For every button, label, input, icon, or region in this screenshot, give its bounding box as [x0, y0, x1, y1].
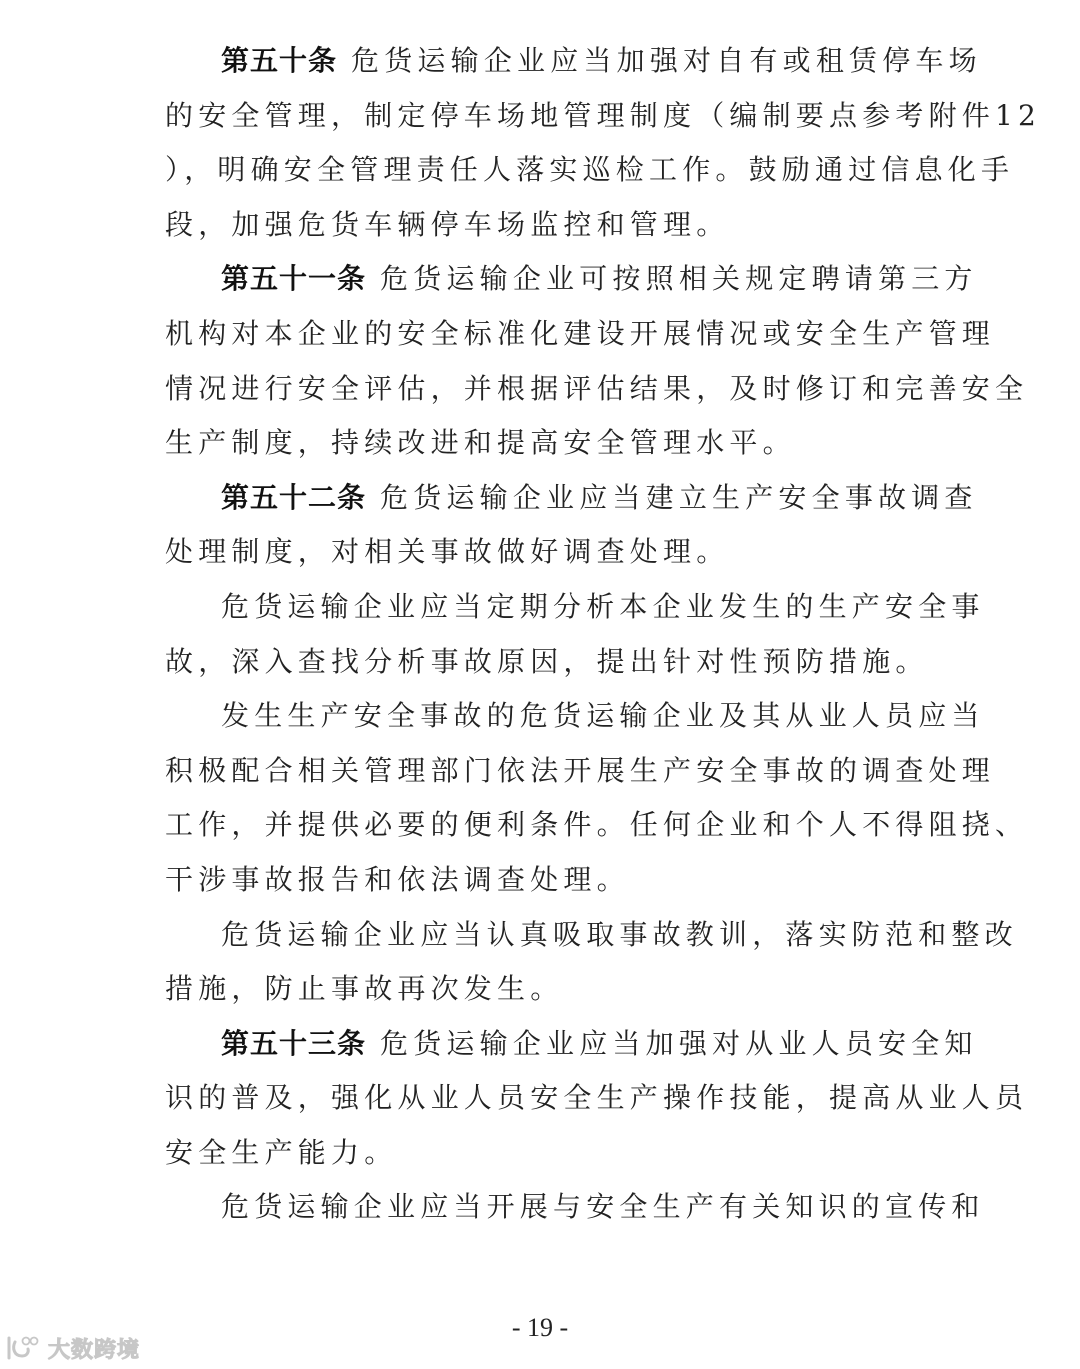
- body-text: 工作，并提供必要的便利条件。任何企业和个人不得阻挠、: [165, 808, 1029, 842]
- article-53-para-2-line-1: [165, 1180, 985, 1235]
- watermark: [6, 1333, 140, 1363]
- body-text: 干涉事故报告和依法调查处理。: [165, 862, 630, 896]
- body-text: 危货运输企业可按照相关规定聘请第三方: [380, 262, 978, 296]
- body-text: 识的普及，强化从业人员安全生产操作技能，提高从业人员: [165, 1081, 1029, 1115]
- body-text: 措施，防止事故再次发生。: [165, 972, 564, 1006]
- body-text: 生产制度，持续改进和提高安全管理水平。: [165, 426, 796, 460]
- article-50-line-1: [165, 34, 982, 89]
- article-50-line-2: [165, 89, 1042, 144]
- page-number: - 19 -: [511, 1313, 569, 1342]
- article-heading: 第五十一条: [221, 262, 367, 296]
- article-52-para-4-line-2: [165, 962, 917, 1017]
- body-text: 段，加强危货车辆停车场监控和管理。: [165, 207, 730, 241]
- article-52-line-1: [165, 471, 978, 526]
- document-page: [165, 34, 1042, 1235]
- body-text: 机构对本企业的安全标准化建设开展情况或安全生产管理: [165, 316, 996, 350]
- body-text: 危货运输企业应当认真吸取事故教训，落实防范和整改: [221, 917, 1018, 951]
- article-heading: 第五十条: [221, 44, 338, 77]
- article-heading: 第五十三条: [221, 1026, 367, 1060]
- body-text: 处理制度，对相关事故做好调查处理。: [165, 535, 730, 569]
- article-53-line-2: [165, 1071, 1029, 1126]
- body-text: 危货运输企业应当开展与安全生产有关知识的宣传和: [221, 1190, 985, 1224]
- watermark-text: 大数跨境: [48, 1337, 141, 1363]
- body-text: 危货运输企业应当加强对自有或租赁停车场: [351, 44, 982, 77]
- article-53-line-1: [165, 1017, 978, 1072]
- body-text: 危货运输企业应当加强对从业人员安全知: [380, 1026, 978, 1060]
- article-52-line-2: [165, 525, 917, 580]
- article-53-line-3: [165, 1126, 917, 1181]
- article-51-line-2: [165, 307, 996, 362]
- article-52-para-4-line-1: [165, 908, 1018, 963]
- article-52-para-2-line-1: [165, 580, 985, 635]
- body-text: 积极配合相关管理部门依法开展生产安全事故的调查处理: [165, 753, 996, 787]
- article-52-para-3-line-1: [165, 689, 985, 744]
- article-52-para-3-line-4: [165, 853, 917, 908]
- article-50-line-4: [165, 198, 917, 253]
- article-52-para-3-line-3: [165, 798, 1029, 853]
- body-text: 故，深入查找分析事故原因，提出针对性预防措施。: [165, 644, 929, 678]
- body-text: 发生生产安全事故的危货运输企业及其从业人员应当: [221, 699, 985, 733]
- body-text: 的安全管理，制定停车场地管理制度（编制要点参考附件12: [165, 98, 1042, 132]
- body-text: 情况进行安全评估，并根据评估结果，及时修订和完善安全: [165, 371, 1029, 405]
- body-text: 危货运输企业应当建立生产安全事故调查: [380, 480, 978, 514]
- body-text: 危货运输企业应当定期分析本企业发生的生产安全事: [221, 589, 985, 623]
- article-heading: 第五十二条: [221, 480, 367, 514]
- article-50-line-3: [165, 143, 1015, 198]
- body-text: ），明确安全管理责任人落实巡检工作。鼓励通过信息化手: [165, 153, 1015, 187]
- watermark-logo-icon: [6, 1334, 42, 1362]
- body-text: 安全生产能力。: [165, 1135, 398, 1169]
- article-51-line-3: [165, 362, 1029, 417]
- article-52-para-3-line-2: [165, 744, 996, 799]
- article-52-para-2-line-2: [165, 635, 929, 690]
- article-51-line-1: [165, 252, 978, 307]
- article-51-line-4: [165, 416, 917, 471]
